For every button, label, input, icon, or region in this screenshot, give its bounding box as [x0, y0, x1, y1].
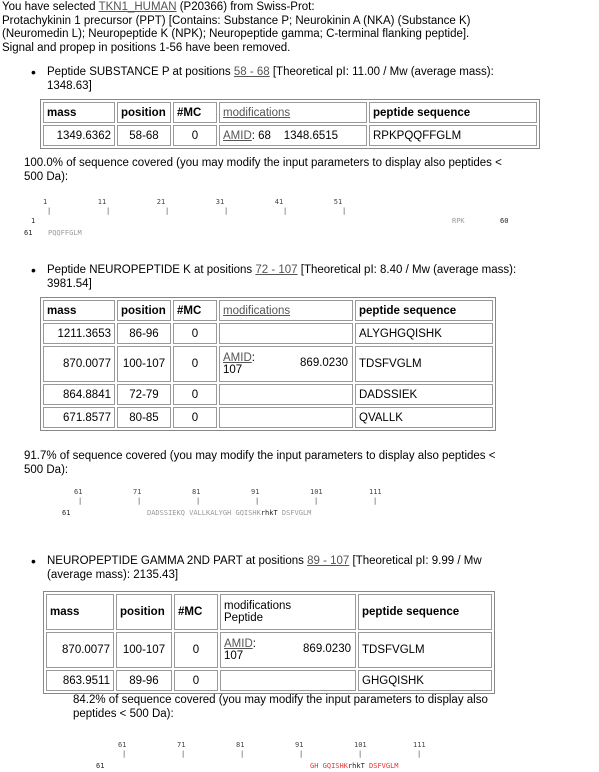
col-header-mass: mass	[43, 102, 115, 123]
table-row: 870.0077 100-107 0 AMID: 107 869.0230 TDSFVGLM	[43, 346, 493, 382]
table-row: 864.8841 72-79 0 DADSSIEK	[43, 384, 493, 405]
sequence-row-label: 61	[96, 762, 105, 770]
bullet-icon: •	[31, 64, 36, 80]
col-header-sequence: peptide sequence	[355, 300, 493, 321]
col-header-sequence: peptide sequence	[369, 102, 537, 123]
table-row: 870.0077 100-107 0 AMID: 107 869.0230 TDSFVGLM	[46, 632, 492, 668]
sequence-text: GH GQISHKrhkT DSFVGLM	[310, 762, 399, 770]
table-header-row	[43, 102, 537, 123]
position-range-link[interactable]: 89 - 107	[307, 555, 350, 567]
coverage-text-substance-p: 100.0% of sequence covered (you may modify the input parameters to display also peptides < 500 Da):	[24, 157, 502, 183]
col-header-position: position	[116, 594, 172, 630]
sequence-ruler-numbers: 1 11 21 31 41 51	[43, 198, 343, 206]
sequence-ruler-numbers: 61 71 81 91 101 111	[118, 741, 426, 749]
col-header-sequence: peptide sequence	[358, 594, 492, 630]
table-row: 671.8577 80-85 0 QVALLK	[43, 407, 493, 428]
bullet-icon: •	[31, 262, 36, 278]
col-header-modifications[interactable]: modifications	[219, 300, 353, 321]
col-header-position: position	[117, 300, 171, 321]
bullet-icon: •	[31, 553, 36, 569]
intro-text	[2, 1, 597, 55]
peptide-heading-neuropeptide-k: Peptide NEUROPEPTIDE K at positions 72 - 107 [Theoretical pI: 8.40 / Mw (average mass): 3981.54]	[47, 264, 517, 290]
table-row: 863.9511 89-96 0 GHGQISHK	[46, 670, 492, 691]
position-range-link[interactable]: 58 - 68	[233, 66, 270, 78]
sequence-text: PQQFFGLM	[48, 229, 82, 237]
col-header-modifications[interactable]: modifications	[219, 102, 367, 123]
intro-line-1: You have selected TKN1_HUMAN (P20366) from Swiss-Prot:	[2, 1, 315, 13]
table-header-row	[43, 300, 493, 321]
sequence-ruler-ticks: | | | | | |	[78, 497, 378, 505]
coverage-text-neuropeptide-gamma: 84.2% of sequence covered (you may modify the input parameters to display also peptides < 500 Da):	[73, 694, 488, 720]
intro-line-4: Signal and propep in positions 1-56 have been removed.	[2, 41, 291, 54]
col-header-mc: #MC	[173, 300, 217, 321]
sequence-row-end-number: 60	[500, 217, 509, 225]
peptide-table-neuropeptide-k	[40, 297, 496, 431]
col-header-mod-sub: Peptide	[224, 612, 264, 624]
sequence-ruler-numbers: 61 71 81 91 101 111	[74, 488, 382, 496]
sequence-row-label: 61	[24, 229, 33, 237]
peptide-table-substance-p	[40, 99, 540, 149]
sequence-row-label: 61	[62, 509, 71, 517]
col-header-mc: #MC	[173, 102, 217, 123]
col-header-mc: #MC	[174, 594, 218, 630]
col-header-mass: mass	[46, 594, 114, 630]
sequence-row-label: 1	[31, 217, 36, 225]
table-row: 1211.3653 86-96 0 ALYGHGQISHK	[43, 323, 493, 344]
position-range-link[interactable]: 72 - 107	[255, 264, 298, 276]
table-row: 1349.6362 58-68 0 AMID: 68 1348.6515 RPKPQQFFGLM	[43, 125, 537, 146]
amid-link[interactable]: AMID	[224, 638, 253, 650]
peptide-heading-substance-p: Peptide SUBSTANCE P at positions 58 - 68 [Theoretical pI: 11.00 / Mw (average mass): 1348.63]	[47, 66, 494, 92]
col-header-modifications[interactable]: modifications	[224, 600, 292, 612]
col-header-position: position	[117, 102, 171, 123]
sequence-ruler-ticks: | | | | | |	[122, 750, 422, 758]
intro-line-2: Protachykinin 1 precursor (PPT) [Contains: Substance P; Neurokinin A (NKA) (Substance K)	[2, 14, 471, 27]
intro-line-3: (Neuromedin L); Neuropeptide K (NPK); Neuropeptide gamma; C-terminal flanking peptide].	[2, 28, 470, 40]
sequence-text: DADSSIEKQ VALLKALYGH GQISHKrhkT DSFVGLM	[147, 509, 312, 517]
entry-link[interactable]: TKN1_HUMAN	[98, 1, 177, 13]
amid-link[interactable]: AMID	[223, 129, 252, 142]
amid-link[interactable]: AMID	[223, 352, 252, 364]
sequence-row-tail: RPK	[452, 217, 465, 225]
peptide-heading-neuropeptide-gamma: NEUROPEPTIDE GAMMA 2ND PART at positions 89 - 107 [Theoretical pI: 9.99 / Mw (average mass): 2135.43]	[47, 555, 482, 581]
sequence-ruler-ticks: | | | | | |	[47, 207, 347, 215]
peptide-table-neuropeptide-gamma	[43, 591, 495, 694]
table-header-row	[46, 594, 492, 630]
col-header-mass: mass	[43, 300, 115, 321]
coverage-text-neuropeptide-k: 91.7% of sequence covered (you may modify the input parameters to display also peptides < 500 Da):	[24, 450, 496, 476]
